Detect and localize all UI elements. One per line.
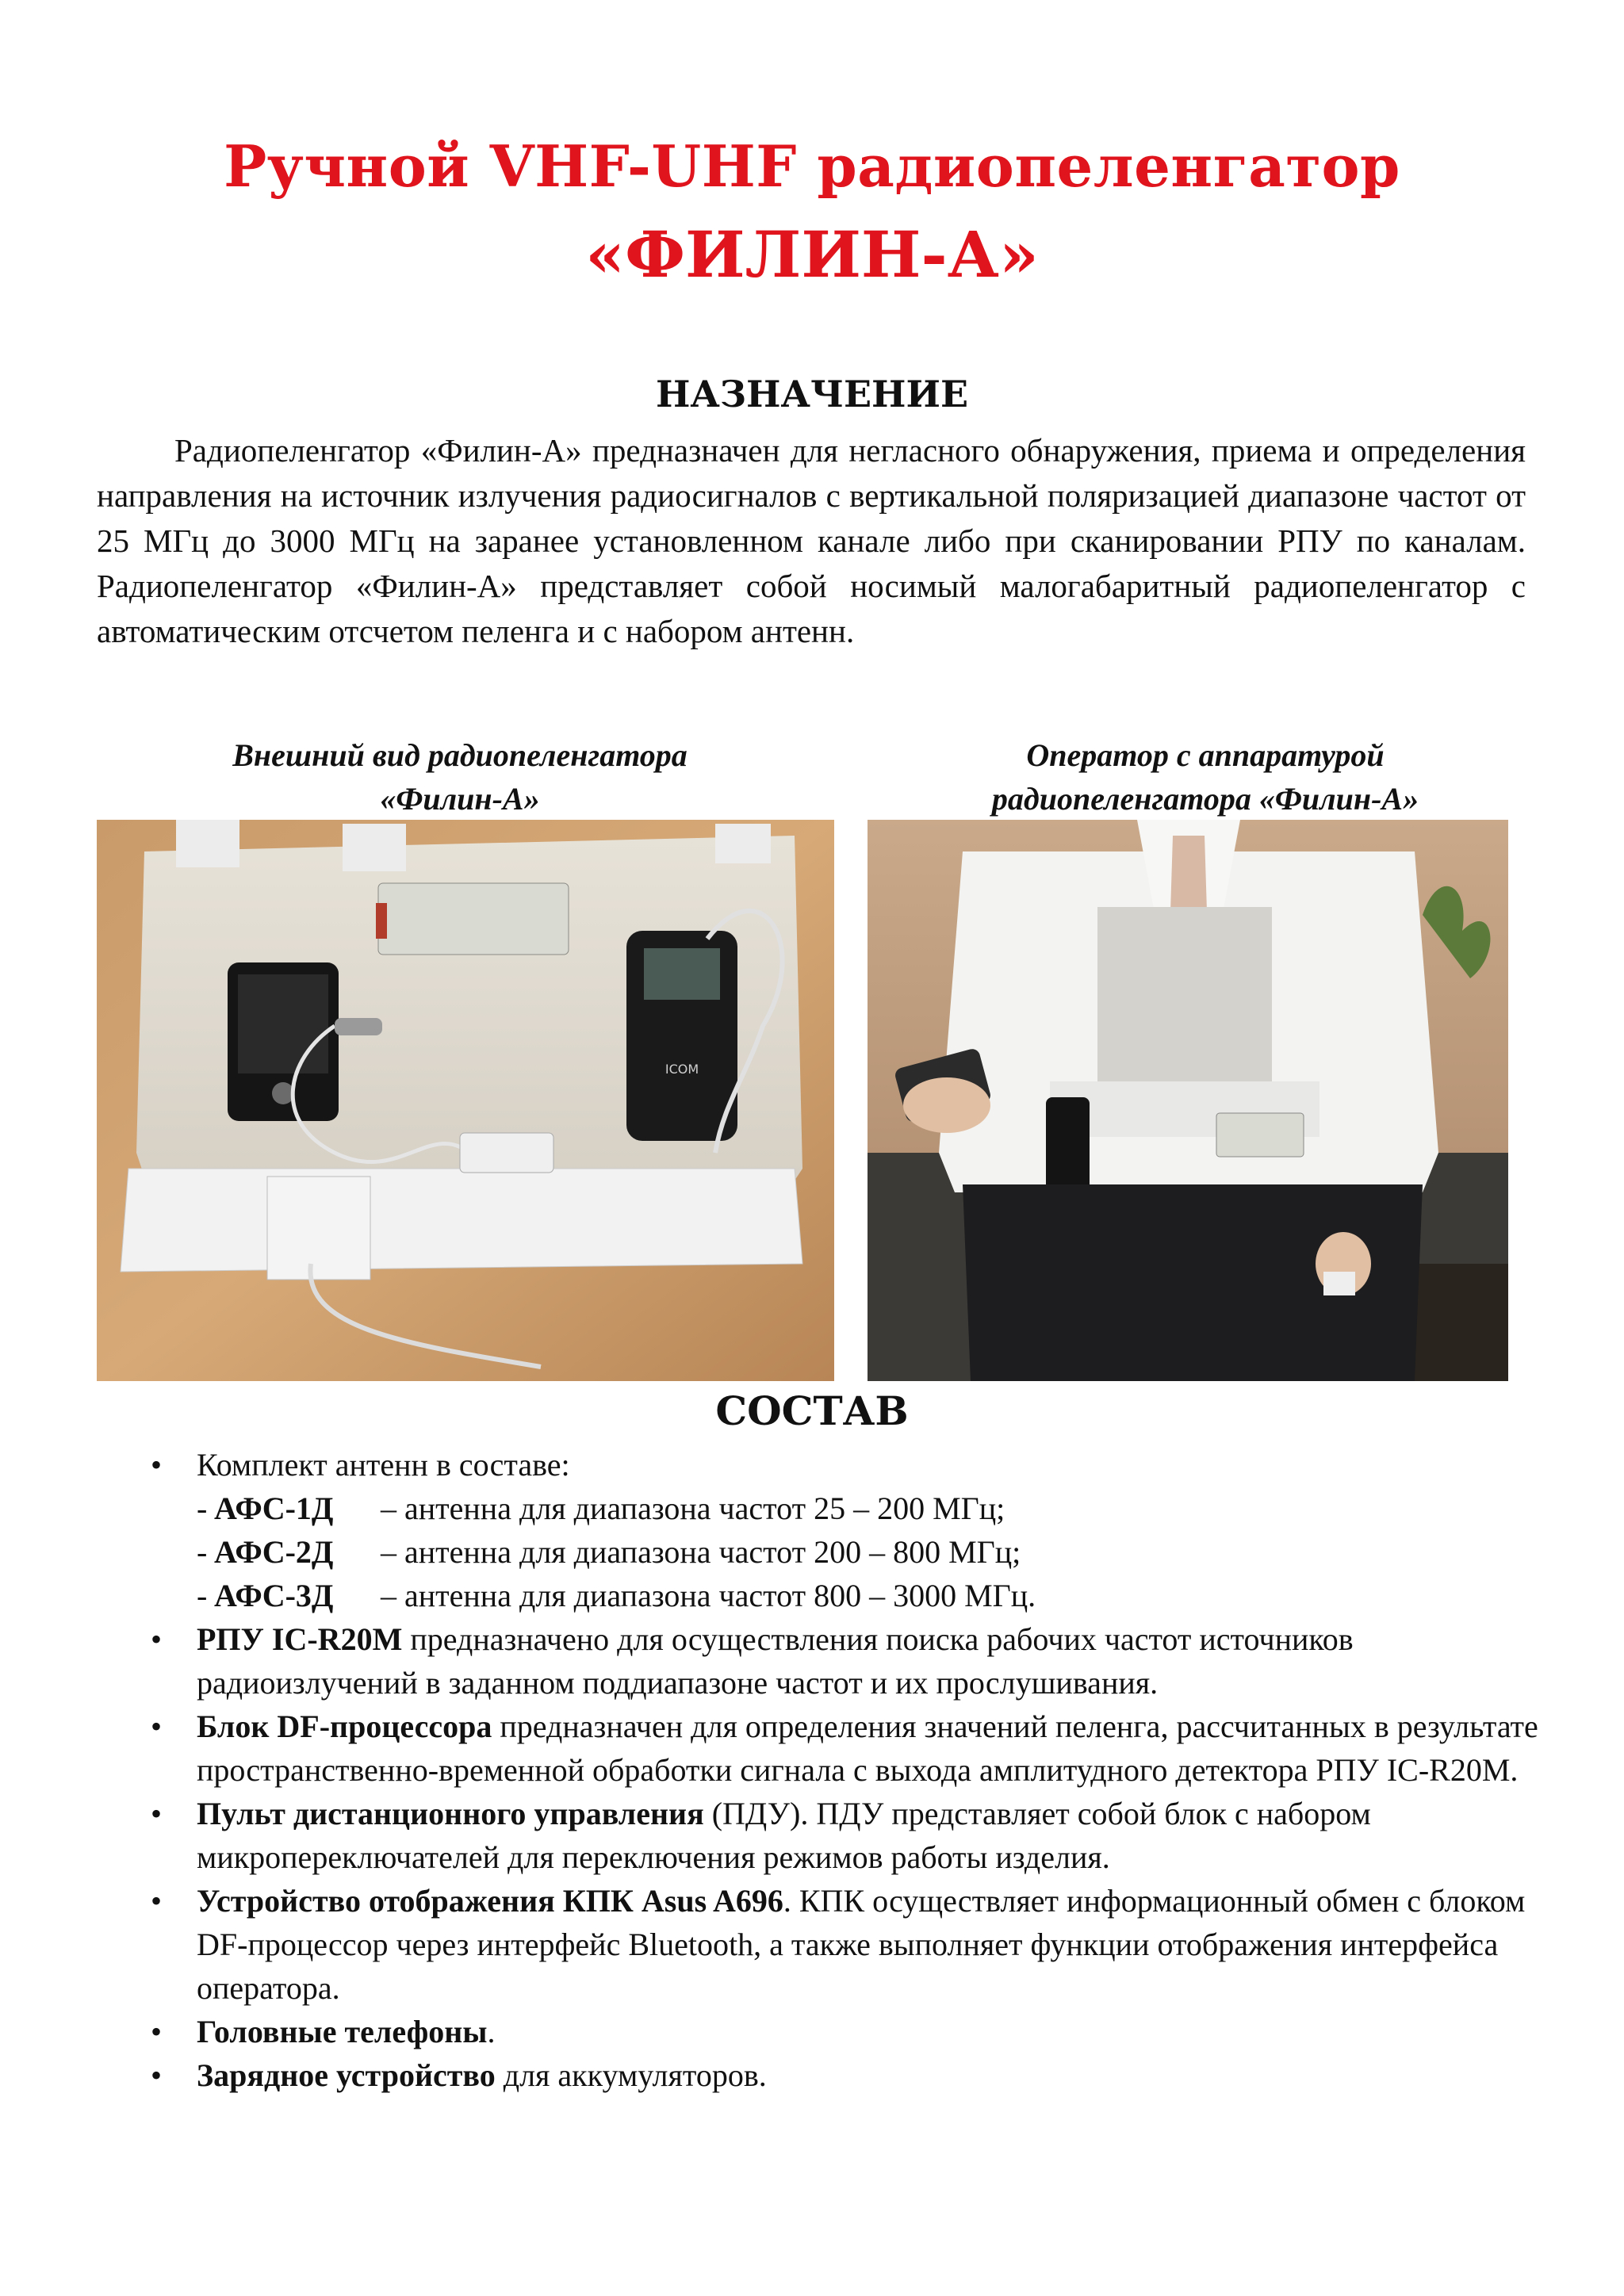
antenna-description: – антенна для диапазона частот 25 – 200 МГц; (381, 1490, 1005, 1526)
df-processor-pouch (267, 1177, 370, 1280)
item-description: . КПК осуществляет информационный обмен с блоком DF-процессор через интерфейс Bluetooth, а также выполняет функции отображения интерфейса оператора. (197, 1883, 1526, 2006)
purpose-heading: НАЗНАЧЕНИЕ (655, 373, 969, 415)
antenna-intro: Комплект антенн в составе: (197, 1447, 570, 1483)
operator-left-hand (903, 1077, 990, 1133)
title-line-1: Ручной VHF-UHF радиопеленгатор (224, 132, 1400, 200)
antenna-dash: - (197, 1578, 208, 1613)
radio-on-belt (1046, 1097, 1090, 1192)
item-term: Пульт дистанционного управления (197, 1796, 704, 1831)
list-item (119, 2010, 1546, 2053)
antenna-dash: - (197, 1534, 208, 1570)
device-photo-illustration (97, 820, 834, 1381)
operator-photo-illustration (868, 820, 1508, 1381)
bullet-point: • (151, 1796, 163, 1831)
item-description: предназначено для осуществления поиска рабочих частот источников радиоизлучений в заданном поддиапазоне частот и их прослушивания. (197, 1621, 1354, 1701)
right-caption-line-2: радиопеленгатора «Филин-А» (991, 781, 1419, 817)
composition-list (119, 1443, 1546, 2097)
purpose-paragraph: Радиопеленгатор «Филин-А» предназначен для негласного обнаружения, приема и определения направления на источник излучения радиосигналов с вертикальной поляризацией диапазоне частот от 25 МГц до 3000 МГц на заранее установленном канале либо при сканировании РПУ по каналам. Радиопеленгатор «Филин-А» представляет собой носимый малогабаритный радиопеленгатор с автоматическим отсчетом пеленга и с набором антенн. (97, 432, 1526, 649)
list-item (119, 1879, 1546, 2010)
item-description: . (487, 2014, 496, 2049)
item-term: Устройство отображения КПК Asus A696 (197, 1883, 783, 1919)
left-caption-line-2: «Филин-А» (380, 781, 540, 817)
vest-belt (121, 1169, 802, 1272)
list-item (119, 1617, 1546, 1705)
vest-strap-right (715, 824, 771, 863)
bullet-point: • (151, 1447, 163, 1483)
bullet-point: • (151, 2057, 163, 2093)
bullet-point: • (151, 1621, 163, 1657)
radio-display (644, 948, 720, 1000)
antenna-description: – антенна для диапазона частот 200 – 800 МГц; (381, 1534, 1021, 1570)
document-title (0, 131, 1624, 294)
left-caption-line-1: Внешний вид радиопеленгатора (232, 737, 688, 773)
antenna-code: АФС-1Д (214, 1490, 334, 1526)
item-term: Головные телефоны (197, 2014, 488, 2049)
item-description: предназначен для определения значений пеленга, рассчитанных в результате пространственно-временной обработки сигнала с выхода амплитудного детектора РПУ IC-R20M. (197, 1709, 1538, 1788)
right-photo-caption (904, 733, 1507, 821)
bullet-point: • (151, 1709, 163, 1744)
pda-screen (238, 974, 328, 1073)
antenna-description: – антенна для диапазона частот 800 – 3000 МГц. (381, 1578, 1036, 1613)
list-item (119, 1705, 1546, 1792)
antenna-row (197, 1487, 1546, 1530)
item-term: РПУ IC-R20M (197, 1621, 403, 1657)
item-description: для аккумуляторов. (495, 2057, 767, 2093)
device-photo (97, 820, 834, 1381)
item-description: (ПДУ). ПДУ представляет собой блок с набором микропереключателей для переключения режимов работы изделия. (197, 1796, 1371, 1875)
item-term: Блок DF-процессора (197, 1709, 492, 1744)
unit-connector (376, 903, 387, 939)
left-photo-caption (159, 733, 761, 821)
remote-in-hand (1323, 1272, 1355, 1295)
bullet-point: • (151, 2014, 163, 2049)
composition-heading: СОСТАВ (715, 1387, 909, 1434)
vest-strap-left (176, 820, 239, 867)
vest-strap-middle (343, 824, 406, 871)
antenna-dash: - (197, 1490, 208, 1526)
item-term: Зарядное устройство (197, 2057, 496, 2093)
processor-on-belt (1216, 1113, 1304, 1157)
antenna-row (197, 1574, 1546, 1617)
antenna-code: АФС-2Д (214, 1534, 334, 1570)
list-item (119, 1792, 1546, 1879)
title-line-2: «ФИЛИН-А» (585, 217, 1039, 292)
df-processor-unit (378, 883, 569, 955)
operator-photo (868, 820, 1508, 1381)
remote-control (460, 1133, 553, 1173)
bullet-point: • (151, 1883, 163, 1919)
list-item (119, 2053, 1546, 2097)
antenna-connector (335, 1018, 382, 1035)
radio-brand-label: ICOM (665, 1062, 699, 1077)
right-caption-line-1: Оператор с аппаратурой (1026, 737, 1385, 773)
list-item-antennas (119, 1443, 1546, 1617)
antenna-row (197, 1530, 1546, 1574)
antenna-code: АФС-3Д (214, 1578, 334, 1613)
